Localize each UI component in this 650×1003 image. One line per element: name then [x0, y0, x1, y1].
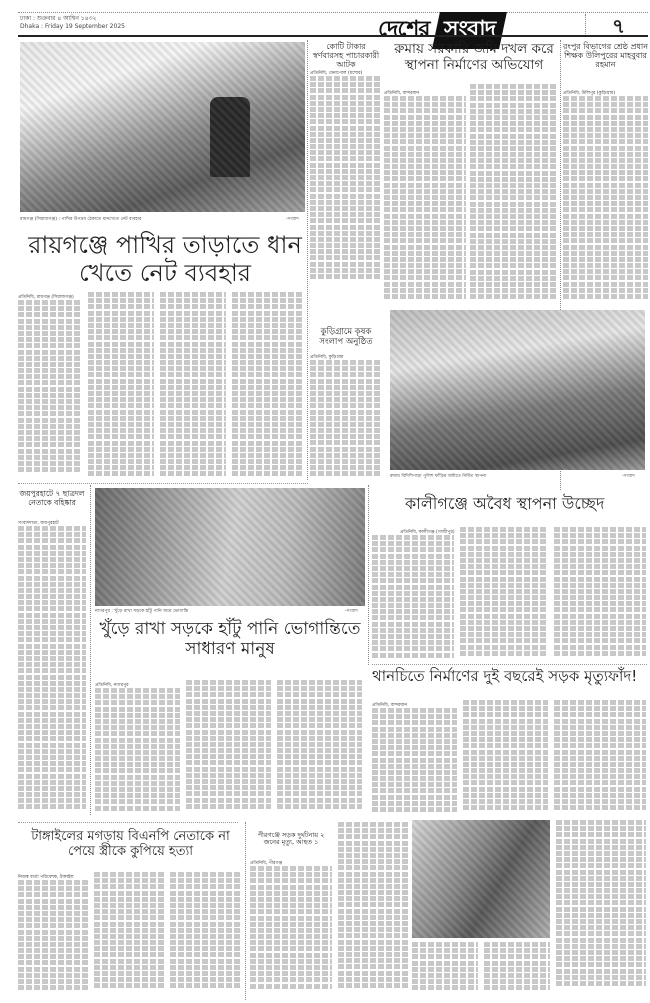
header-divider	[585, 14, 586, 34]
headline-raiganj: রায়গঞ্জে পাখির তাড়াতে ধান খেতে নেট ব্যবহার	[28, 231, 302, 287]
headline-ruma: রুমায় সরকারি জমি দখল করে স্থাপনা নির্মাণের অভিযোগ	[394, 41, 554, 73]
article-body-tangail-col2	[94, 872, 164, 998]
article-body-thanchi-col2	[463, 700, 548, 818]
article-body-ruma-col2	[470, 84, 556, 304]
column-divider	[307, 40, 308, 480]
dateline	[20, 15, 125, 31]
headline-thanchi: থানচিতে নির্মাণের দুই বছরেই সড়ক মৃত্যুফাঁদ!	[372, 667, 638, 685]
byline-tangail: নিজস্ব বার্তা পরিবেশক, টাঙ্গাইল	[18, 875, 74, 880]
photo-caption-raiganj: রায়গঞ্জ (সিরাজগঞ্জ) : পাখির উপদ্রব ঠেকাতে ধানখেতে নেট ব্যবহার	[20, 217, 142, 222]
article-body-road-col3	[277, 680, 362, 816]
column-divider	[90, 485, 91, 815]
headline-road: খুঁড়ে রাখা সড়কে হাঁটু পানি ভোগান্তিতে সাধারণ মানুষ	[99, 619, 361, 659]
photo-raiganj-net	[20, 42, 305, 212]
article-body-raiganj-col2	[88, 292, 154, 482]
section-title-right: সংবাদ	[444, 17, 496, 42]
headline-kaliganj: কালীগঞ্জে অবৈধ স্থাপনা উচ্ছেদ	[405, 494, 605, 513]
byline-kurigram: প্রতিনিধি, কুড়িগ্রাম	[310, 355, 344, 360]
byline-rangpur: প্রতিনিধি, উলিপুর (কুড়িগ্রাম)	[563, 91, 616, 96]
article-body-kurigram	[310, 360, 382, 480]
photo-credit-road: -সংবাদ	[345, 609, 358, 614]
headline-kurigram: কুড়িগ্রামে কৃষক সংলাপ অনুষ্ঠিত	[319, 327, 373, 347]
photo-ruma-structure	[390, 310, 645, 470]
article-body-kaliganj-col2	[460, 527, 548, 660]
photo-caption-road: নাগরপুর : খুঁড়ে রাখা সড়কে হাঁটু পানি জমে ভোগান্তি	[95, 609, 188, 614]
article-body-tangail-col1	[18, 880, 88, 998]
article-body-continued	[338, 822, 408, 998]
byline-jaypurhat: সংবাদদাতা, জয়পুরহাট	[18, 521, 59, 526]
article-body-road-col2	[186, 680, 271, 816]
headline-smuggler: কোটি টাকার স্বর্ণবারসহ পাচারকারী আটক	[312, 42, 380, 70]
headline-jaypurhat: জয়পুরহাটে ৭ ছাত্রদল নেতাকে বহিষ্কার	[19, 489, 85, 507]
header-bottom-rule	[18, 35, 648, 37]
article-body-smuggler	[310, 76, 382, 286]
byline-ruma: প্রতিনিধি, বান্দরবান	[384, 91, 420, 96]
headline-accident: পীরগঞ্জে সড়ক দুর্ঘটনায় ২ জনের মৃত্যু, আহত ১	[257, 831, 325, 847]
headline-rangpur: রংপুর বিভাগের শ্রেষ্ঠ প্রধান শিক্ষক উলিপুরের মাহবুবার রহমান	[563, 42, 649, 70]
dateline-bangla: ঢাকা : শুক্রবার ৪ আশ্বিন ১৪৩২	[20, 15, 97, 22]
photo-flooded-road	[95, 488, 365, 606]
article-body-thanchi-col1	[372, 708, 457, 818]
article-body-rangpur	[563, 96, 648, 306]
dateline-english: Dhaka : Friday 19 September 2025	[20, 23, 125, 30]
article-body-thanchi-col4	[412, 942, 478, 998]
page-number: ৭	[612, 14, 626, 38]
byline-kaliganj: প্রতিনিধি, কালীগঞ্জ (গাজীপুর)	[400, 530, 455, 535]
column-divider	[245, 822, 246, 1000]
article-body-raiganj-col1	[18, 300, 82, 480]
article-body-thanchi-col3	[554, 700, 646, 818]
byline-thanchi: প্রতিনিধি, বান্দরবান	[372, 703, 408, 708]
article-body-jaypurhat	[18, 526, 86, 816]
article-body-kaliganj-col3	[554, 527, 646, 660]
article-body-road-col1	[95, 688, 180, 816]
headline-tangail: টাঙ্গাইলের মগড়ায় বিএনপি নেতাকে না পেয়ে স্ত্রীকে কুপিয়ে হত্যা	[31, 829, 230, 859]
article-body-kaliganj-col1	[372, 535, 454, 660]
photo-credit-raiganj: -সংবাদ	[286, 217, 299, 222]
byline-smuggler: প্রতিনিধি, বেনাপোল (যশোর)	[310, 71, 363, 76]
header-top-rule	[18, 12, 648, 13]
byline-road: প্রতিনিধি, নাগরপুর	[95, 683, 129, 688]
column-divider	[368, 485, 369, 665]
section-divider	[18, 483, 308, 484]
article-body-thanchi-col6	[556, 820, 646, 998]
section-title-left: দেশের	[378, 17, 430, 42]
byline-accident: প্রতিনিধি, পীরগঞ্জ	[250, 861, 283, 866]
photo-thanchi-road	[412, 820, 550, 938]
byline-raiganj: প্রতিনিধি, রায়গঞ্জ (সিরাজগঞ্জ)	[18, 295, 74, 300]
article-body-tangail-col3	[170, 872, 240, 998]
section-divider	[18, 822, 238, 823]
article-body-raiganj-col3	[160, 292, 226, 482]
photo-figure-farmer	[210, 97, 250, 177]
article-body-accident	[250, 866, 332, 998]
photo-caption-ruma: রুমায় বিদিশিপাড়া পুলিশ ফাঁড়ির জমিতে নির্মিত স্থাপনা	[390, 474, 487, 479]
article-body-raiganj-col4	[232, 292, 302, 482]
photo-credit-ruma: -সংবাদ	[622, 474, 635, 479]
article-body-ruma-col1	[384, 96, 466, 306]
article-body-thanchi-col5	[484, 942, 550, 998]
section-divider	[372, 664, 647, 665]
